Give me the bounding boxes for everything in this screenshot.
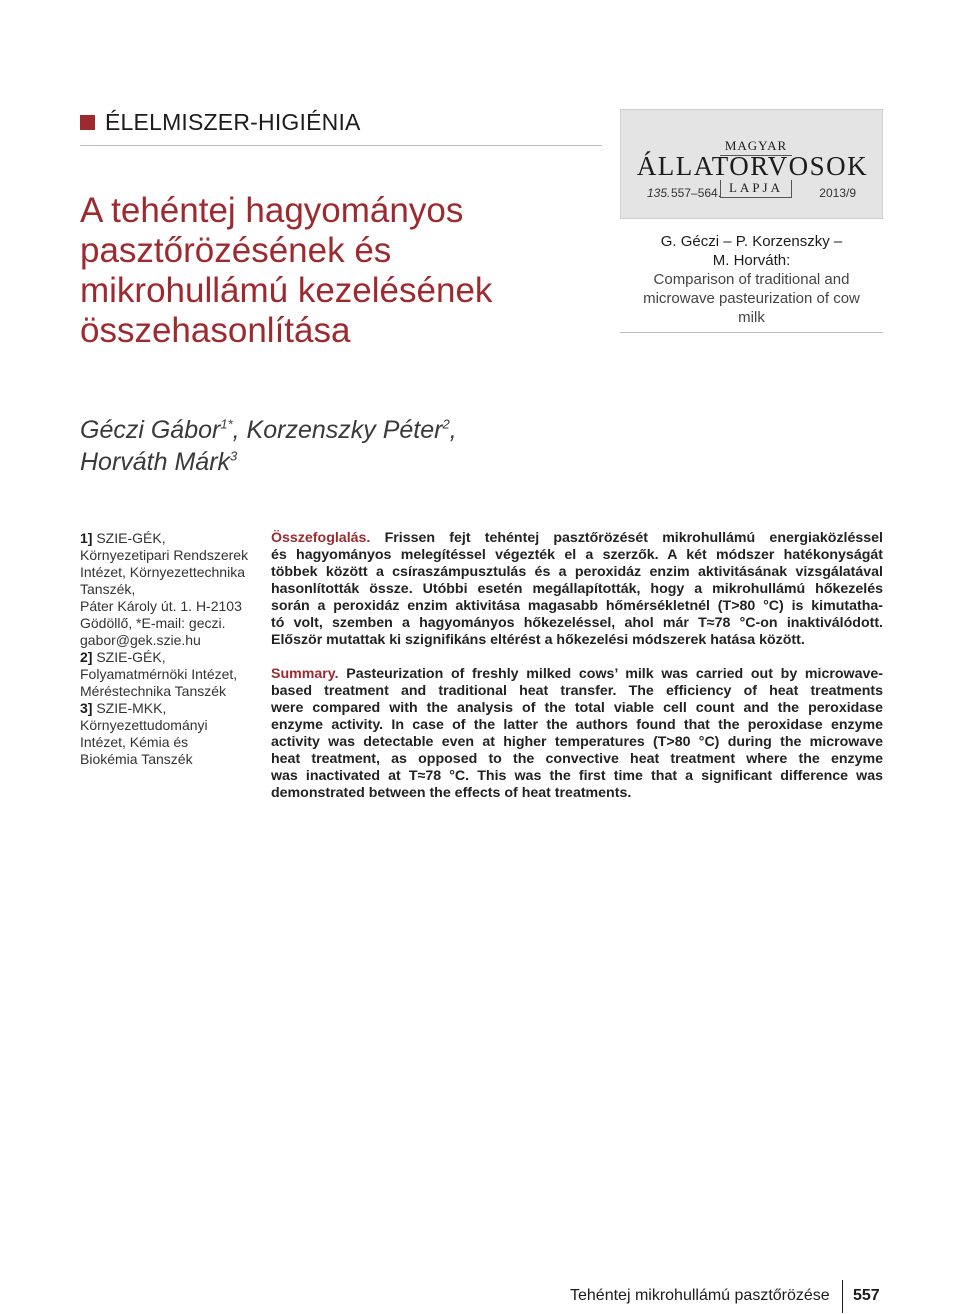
journal-issue: 2013/9 <box>819 186 856 200</box>
abstract-line: demonstrated between the effects of heat treatments. <box>271 785 632 801</box>
abstract-line: enzyme activity. In case of the latter the authors found that the peroxidase enzyme <box>271 717 883 733</box>
affiliation-line: Intézet, Kémia és <box>80 734 189 750</box>
masthead-name: ÁLLATORVOSOK <box>636 151 869 181</box>
english-title-line: Comparison of traditional and <box>653 271 850 288</box>
author-name: Géczi Gábor <box>80 416 221 444</box>
abstract-en-label: Summary. <box>271 666 339 682</box>
author-separator: , <box>232 416 247 444</box>
abstract-line: heat treatment, as opposed to the convective heat treatment where the enzyme <box>271 751 883 767</box>
affiliation-line: Intézet, Környezettechnika <box>80 564 245 580</box>
author-affiliation-mark: 3 <box>230 448 238 464</box>
affiliation-line: Méréstechnika Tanszék <box>80 683 227 699</box>
author-name: Korzenszky Péter <box>246 416 443 444</box>
affiliation-line <box>80 700 260 717</box>
abstract-line: tó volt, szemben a hagyományos hőkezeléssel, ahol már T≈78 °C-on inaktiválódott. <box>271 615 883 631</box>
affiliation-line: Környezetipari Rendszerek <box>80 547 249 563</box>
affiliation-text: SZIE-GÉK, <box>96 649 166 665</box>
affiliation-line: Páter Károly út. 1. H-2103 <box>80 598 242 614</box>
affiliation-line: Gödöllő, *E-mail: geczi. <box>80 615 226 631</box>
affiliation-line <box>80 530 260 547</box>
journal-volume: 135. <box>647 186 671 200</box>
english-authors <box>620 232 883 270</box>
journal-masthead <box>620 109 883 219</box>
abstract-line: és hagyományos melegítéssel végezték el a szerzők. A két módszer hatékonyságát <box>271 547 883 563</box>
abstract-line: során a peroxidáz enzim aktivitása magasabb hőmérsékletnél (T>80 °C) is kimutatha- <box>271 598 883 614</box>
masthead-lapja: LAPJA <box>728 180 783 195</box>
affiliation-number: 3] <box>80 700 93 716</box>
title-line: összehasonlítása <box>80 311 351 350</box>
abstract-line: were compared with the analysis of the total viable cell count and the peroxidase <box>271 700 883 716</box>
abstract-text: Pasteurization of freshly milked cows’ milk was carried out by microwave- <box>346 666 883 682</box>
author-affiliation-mark: 1* <box>220 416 233 432</box>
affiliation-text: SZIE-GÉK, <box>96 530 166 546</box>
affiliations <box>80 530 260 768</box>
author-name: Horváth Márk <box>80 448 231 476</box>
affiliation-line: Tanszék, <box>80 581 136 597</box>
english-authors-line: M. Horváth: <box>712 252 791 269</box>
affiliation-line: Folyamatmérnöki Intézet, <box>80 666 238 682</box>
footer-divider <box>842 1280 843 1313</box>
title-line: A tehéntej hagyományos <box>80 191 464 230</box>
affiliation-number: 2] <box>80 649 93 665</box>
english-title-line: microwave pasteurization of cow <box>643 290 860 307</box>
abstract-line: was inactivated at T≈78 °C. This was the first time that a significant difference was <box>271 768 883 784</box>
abstract-line <box>271 666 883 683</box>
affiliation-number: 1] <box>80 530 93 546</box>
abstract-line: hasonlították össze. Utóbbi esetén megállapították, hogy a mikrohullámú hőkezelés <box>271 581 883 597</box>
section-label: ÉLELMISZER-HIGIÉNIA <box>105 109 361 135</box>
affiliation-line: Környezettudományi <box>80 717 208 733</box>
author-list <box>80 414 600 478</box>
affiliation-line: Biokémia Tanszék <box>80 751 193 767</box>
abstract-text: Frissen fejt tehéntej pasztőrözését mikrohullámú energiaközléssel <box>384 530 883 546</box>
abstract-line: többek között a csíraszámpusztulás és a peroxidáz enzim aktivitásának vizsgálatával <box>271 564 883 580</box>
affiliation-text: SZIE-MKK, <box>96 700 167 716</box>
title-line: pasztőrözésének és <box>80 231 392 270</box>
abstract-line: based treatment and traditional heat transfer. The efficiency of heat treatments <box>271 683 883 699</box>
affiliation-line <box>80 649 260 666</box>
english-title-line: milk <box>738 309 765 326</box>
journal-pages: 557–564. <box>671 186 722 200</box>
english-title <box>620 270 883 327</box>
author-affiliation-mark: 2 <box>442 416 450 432</box>
abstract <box>271 530 883 802</box>
abstract-line <box>271 530 883 547</box>
abstract-line: activity was detectable even at higher temperatures (T>80 °C) during the microwave <box>271 734 883 750</box>
masthead-magyar: MAGYAR <box>724 138 788 153</box>
section-square-icon <box>80 115 95 130</box>
author-separator: , <box>449 416 457 444</box>
affiliation-email: gabor@gek.szie.hu <box>80 632 201 648</box>
abstract-gap <box>271 649 883 666</box>
page-number: 557 <box>853 1287 880 1304</box>
abstract-line: Először mutattak ki szignifikáns eltérést a hőkezelési módszerek hatása között. <box>271 632 805 648</box>
title-line: mikrohullámú kezelésének <box>80 271 493 310</box>
abstract-hu-label: Összefoglalás. <box>271 530 371 546</box>
section-header <box>80 109 602 146</box>
running-title: Tehéntej mikrohullámú pasztőrözése <box>570 1287 830 1304</box>
english-citation <box>620 232 883 333</box>
article-title <box>80 191 600 351</box>
english-authors-line: G. Géczi – P. Korzenszky – <box>660 233 843 250</box>
